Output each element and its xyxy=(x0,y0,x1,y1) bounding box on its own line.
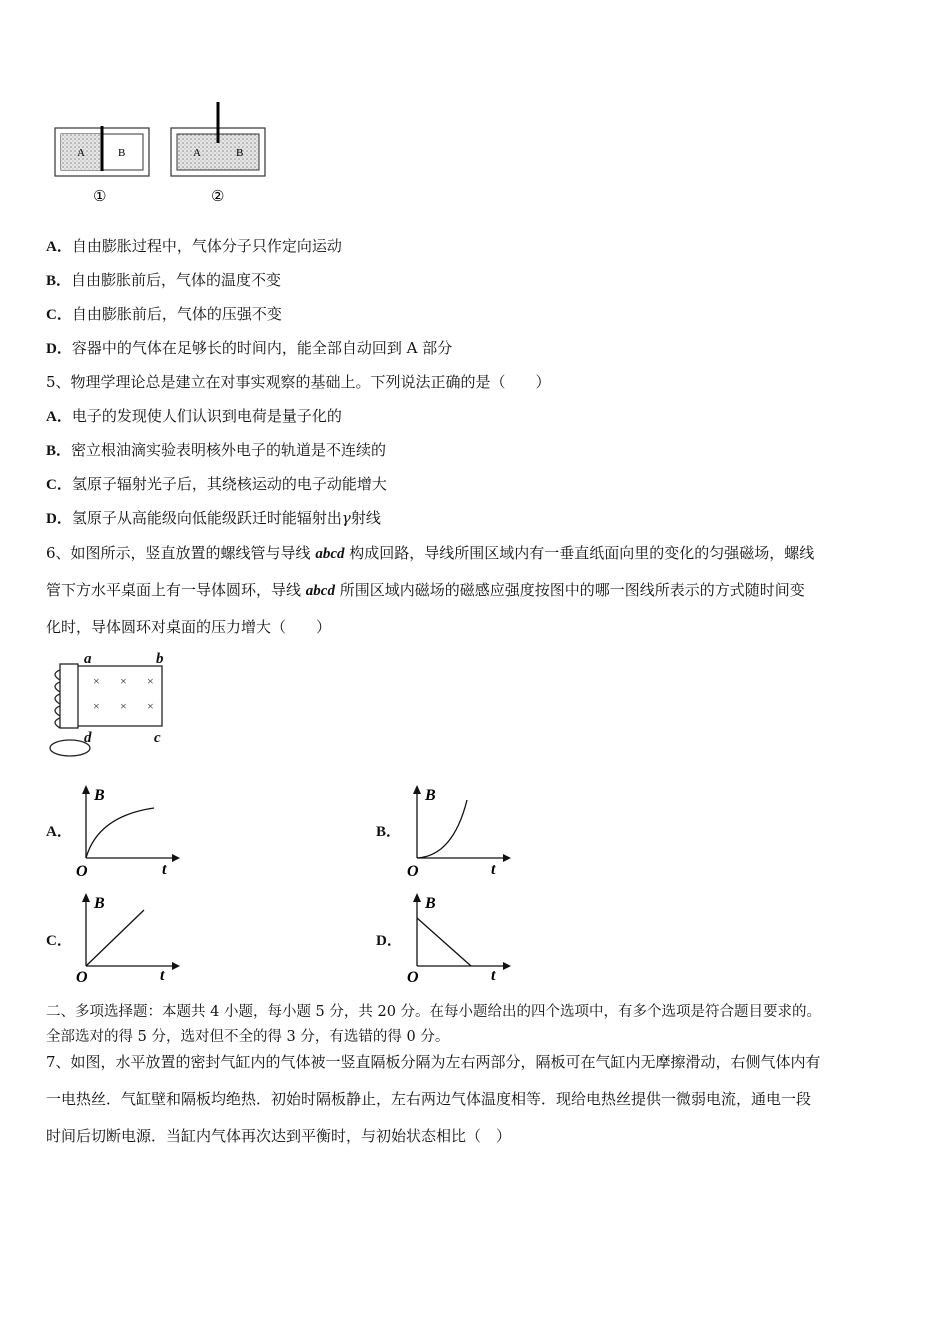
solenoid xyxy=(60,664,78,728)
corner-label-d: d xyxy=(84,730,92,746)
q7-stem-line-2: 一电热丝．气缸壁和隔板均绝热．初始时隔板静止，左右两边气体温度相等．现给电热丝提供一微弱电流，通电一段 xyxy=(46,1090,812,1108)
field-mark: × xyxy=(120,699,127,713)
q7-stem-line-1: 7、如图，水平放置的密封气缸内的气体被一竖直隔板分隔为左右两部分，隔板可在气缸内无摩擦滑动，右侧气体内有 xyxy=(46,1053,821,1071)
graph-d xyxy=(403,888,513,986)
origin-label: O xyxy=(407,863,419,878)
graph-c xyxy=(72,888,182,986)
label-a-1: A xyxy=(77,147,85,159)
container-1 xyxy=(55,126,149,176)
corner-label-b: b xyxy=(156,651,164,667)
q5-stem: 5、物理学理论总是建立在对事实观察的基础上。下列说法正确的是（ ） xyxy=(46,373,551,391)
corner-label-c: c xyxy=(154,730,161,746)
q4-option-b: B．自由膨胀前后，气体的温度不变 xyxy=(46,271,282,289)
corner-label-a: a xyxy=(84,651,92,667)
graph-a xyxy=(72,780,182,878)
q6-option-a-letter: A． xyxy=(46,824,72,840)
q5-option-b: B．密立根油滴实验表明核外电子的轨道是不连续的 xyxy=(46,441,387,459)
field-mark: × xyxy=(93,674,100,688)
field-mark: × xyxy=(120,674,127,688)
field-mark: × xyxy=(147,674,154,688)
y-axis-label: B xyxy=(425,895,436,912)
q5-option-d: D．氢原子从高能级向低能级跃迁时能辐射出γ射线 xyxy=(46,509,381,527)
curve-c xyxy=(86,910,144,966)
conducting-ring xyxy=(50,740,90,756)
q7-stem-line-3: 时间后切断电源．当缸内气体再次达到平衡时，与初始状态相比（ ） xyxy=(46,1127,512,1145)
x-axis-label: t xyxy=(491,861,496,878)
curve-b xyxy=(417,800,467,858)
origin-label: O xyxy=(407,969,419,986)
caption-1: ① xyxy=(93,189,107,205)
gamma-symbol: γ xyxy=(341,509,351,527)
solenoid-coils xyxy=(55,670,60,728)
q4-option-d: D．容器中的气体在足够长的时间内，能全部自动回到 A 部分 xyxy=(46,339,453,357)
gas-expansion-figure xyxy=(50,98,280,210)
q6-stem-line-1: 6、如图所示，竖直放置的螺线管与导线 abcd 构成回路，导线所围区域内有一垂直纸面向里的变化的匀强磁场，螺线 xyxy=(46,544,815,562)
x-axis-label: t xyxy=(162,861,167,878)
graph-b xyxy=(403,780,513,878)
curve-a xyxy=(86,808,154,858)
y-axis-label: B xyxy=(94,895,105,912)
origin-label: O xyxy=(76,863,88,878)
x-axis-label: t xyxy=(160,967,165,984)
q5-option-a: A．电子的发现使人们认识到电荷是量子化的 xyxy=(46,407,342,425)
q6-option-d-letter: D． xyxy=(376,933,402,949)
container-2 xyxy=(171,102,265,176)
q6-stem-line-3: 化时，导体圆环对桌面的压力增大（ ） xyxy=(46,618,332,636)
y-axis-label: B xyxy=(94,787,105,804)
x-axis-label: t xyxy=(491,967,496,984)
y-axis-label: B xyxy=(425,787,436,804)
q6-stem-line-2: 管下方水平桌面上有一导体圆环，导线 abcd 所围区域内磁场的磁感应强度按图中的哪一图线所表示的方式随时间变 xyxy=(46,581,805,599)
field-mark: × xyxy=(147,699,154,713)
section2-heading-line-2: 全部选对的得 5 分，选对但不全的得 3 分，有选错的得 0 分。 xyxy=(46,1029,450,1045)
q6-option-b-letter: B． xyxy=(376,824,402,840)
label-b-1: B xyxy=(118,147,126,159)
q4-option-c: C．自由膨胀前后，气体的压强不变 xyxy=(46,305,282,323)
q5-option-c: C．氢原子辐射光子后，其绕核运动的电子动能增大 xyxy=(46,475,387,493)
caption-2: ② xyxy=(211,189,225,205)
q6-option-c-letter: C． xyxy=(46,933,72,949)
q4-option-a: A．自由膨胀过程中，气体分子只作定向运动 xyxy=(46,237,342,255)
label-a-2: A xyxy=(193,147,201,159)
label-b-2: B xyxy=(236,147,244,159)
section2-heading-line-1: 二、多项选择题：本题共 4 小题，每小题 5 分，共 20 分。在每小题给出的四个选项中，有多个选项是符合题目要求的。 xyxy=(46,1004,822,1020)
origin-label: O xyxy=(76,969,88,986)
curve-d xyxy=(417,918,471,966)
solenoid-circuit-figure xyxy=(44,648,174,760)
field-mark: × xyxy=(93,699,100,713)
